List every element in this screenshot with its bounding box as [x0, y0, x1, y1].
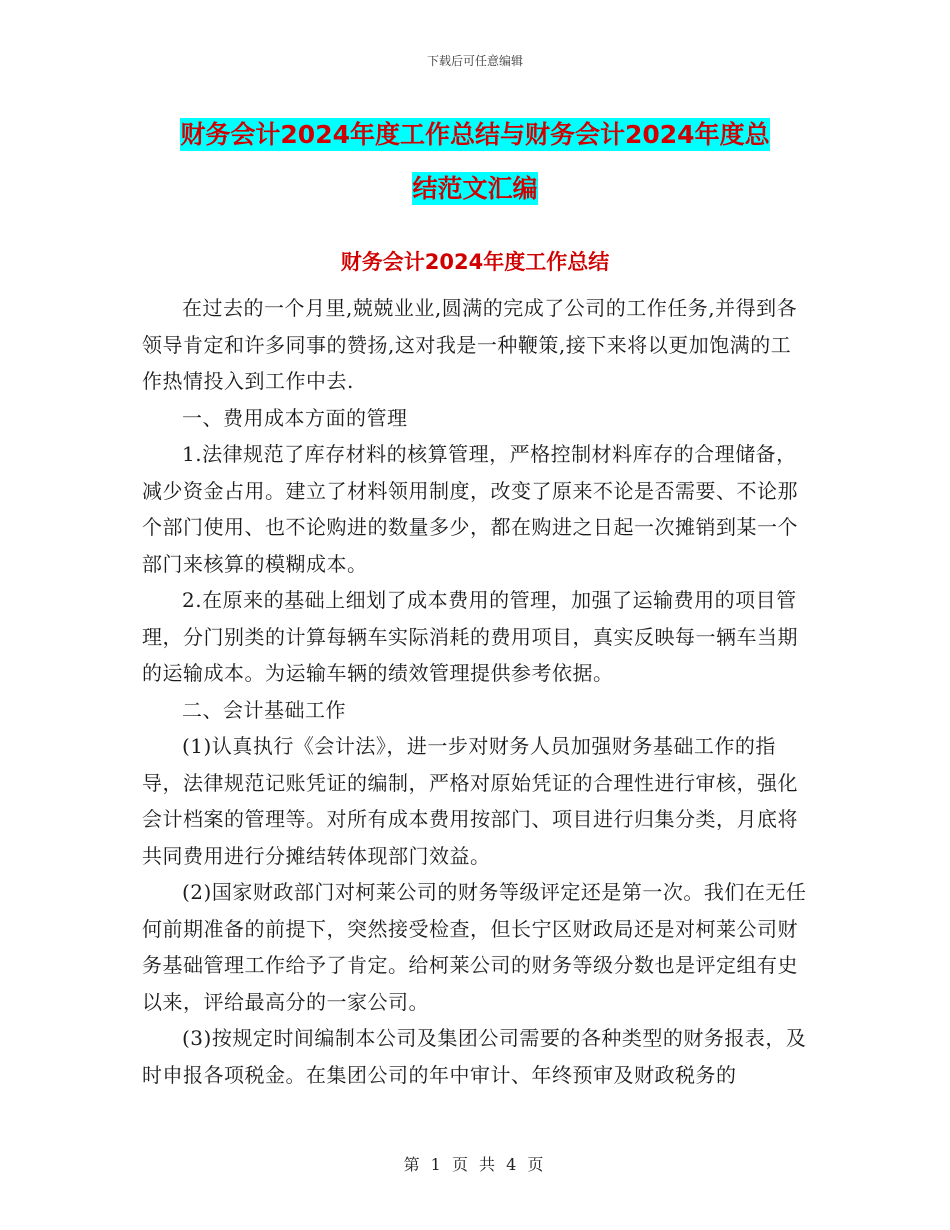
paragraph: (3)按规定时间编制本公司及集团公司需要的各种类型的财务报表，及时申报各项税金。在集团公司的年中审计、年终预审及财政税务的: [142, 1026, 807, 1087]
paragraph: (2)国家财政部门对柯莱公司的财务等级评定还是第一次。我们在无任何前期准备的前提下，突然接受检查，但长宁区财政局还是对柯莱公司财务基础管理工作给予了肯定。给柯莱公司的财务等级分数也是评定组有史以来，评给最高分的一家公司。: [142, 880, 807, 1014]
document-title: [0, 108, 950, 216]
paragraph: 2.在原来的基础上细划了成本费用的管理，加强了运输费用的项目管理，分门别类的计算每辆车实际消耗的费用项目，真实反映每一辆车当期的运输成本。为运输车辆的绩效管理提供参考依据。: [142, 588, 798, 685]
header-note: 下载后可任意编辑: [426, 54, 523, 68]
page-footer: 第 1 页 共 4 页: [403, 1155, 547, 1174]
section-title: 财务会计2024年度工作总结: [340, 250, 610, 274]
title-line-2: 结范文汇编: [412, 174, 538, 203]
document-body: [142, 290, 810, 1093]
paragraph: 1.法律规范了库存材料的核算管理，严格控制材料库存的合理储备，减少资金占用。建立了材料领用制度，改变了原来不论是否需要、不论那个部门使用、也不论购进的数量多少，都在购进之日起一次摊销到某一个部门来核算的模糊成本。: [142, 442, 798, 576]
paragraph: (1)认真执行《会计法》，进一步对财务人员加强财务基础工作的指导，法律规范记账凭证的编制，严格对原始凭证的合理性进行审核，强化会计档案的管理等。对所有成本费用按部门、项目进行归集分类，月底将共同费用进行分摊结转体现部门效益。: [142, 734, 798, 868]
paragraph-heading: 一、费用成本方面的管理: [182, 405, 408, 430]
title-line-1: 财务会计2024年度工作总结与财务会计2024年度总: [180, 120, 770, 149]
paragraph: 在过去的一个月里,兢兢业业,圆满的完成了公司的工作任务,并得到各领导肯定和许多同事的赞扬,这对我是一种鞭策,接下来将以更加饱满的工作热情投入到工作中去.: [142, 296, 798, 393]
paragraph-heading: 二、会计基础工作: [182, 697, 346, 722]
